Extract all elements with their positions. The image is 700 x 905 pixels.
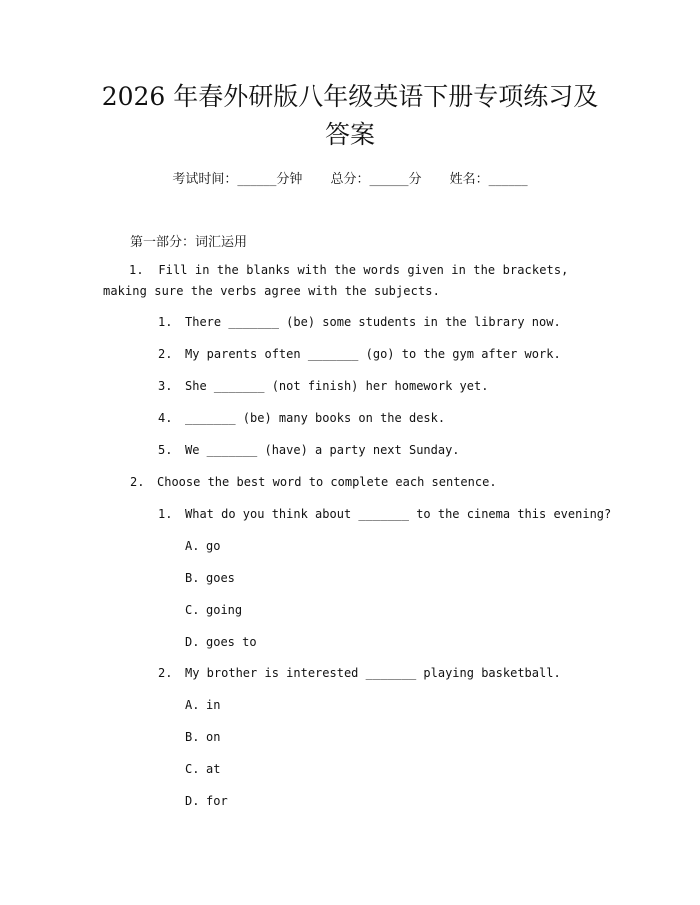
option-letter: B.: [185, 571, 200, 585]
exam-name: 姓名：______: [449, 172, 528, 187]
q1-item-text: _______ (be) many books on the desk.: [185, 411, 446, 425]
q1-item-number: 2.: [158, 347, 173, 361]
q2-item-number: 2.: [158, 666, 173, 680]
option-text: goes to: [206, 635, 257, 649]
option-text: on: [206, 730, 221, 744]
option-text: in: [206, 698, 221, 712]
option-letter: C.: [185, 762, 200, 776]
q2-item-text: My brother is interested _______ playing basketball.: [185, 666, 561, 680]
option-text: going: [206, 603, 243, 617]
exam-score: 总分：______分: [330, 172, 422, 187]
q2-item-text: What do you think about _______ to the cinema this evening?: [185, 507, 612, 521]
q2-item-number: 1.: [158, 507, 173, 521]
q1-item-text: We _______ (have) a party next Sunday.: [185, 443, 460, 457]
question-1-number: 1.: [129, 263, 144, 277]
q1-item-text: My parents often _______ (go) to the gym after work.: [185, 347, 561, 361]
option-letter: A.: [185, 539, 200, 553]
option-text: go: [206, 539, 221, 553]
option-letter: D.: [185, 635, 200, 649]
option-text: goes: [206, 571, 235, 585]
q1-item-text: There _______ (be) some students in the library now.: [185, 315, 561, 329]
option-letter: B.: [185, 730, 200, 744]
option-letter: A.: [185, 698, 200, 712]
question-2-number: 2.: [130, 475, 145, 489]
document-title: 2026 年春外研版八年级英语下册专项练习及答案: [101, 82, 599, 149]
q1-item-number: 3.: [158, 379, 173, 393]
question-1: [103, 260, 593, 302]
section-title: 第一部分：词汇运用: [130, 235, 248, 250]
q1-item-number: 1.: [158, 315, 173, 329]
option-text: at: [206, 762, 221, 776]
option-text: for: [206, 794, 228, 808]
question-1-text: Fill in the blanks with the words given in the brackets, making sure the verbs agree with the subjects.: [103, 263, 569, 298]
exam-time: 考试时间：______分钟: [172, 172, 303, 187]
q1-item-number: 4.: [158, 411, 173, 425]
q1-item-text: She _______ (not finish) her homework yet.: [185, 379, 489, 393]
question-2-text: Choose the best word to complete each sentence.: [157, 475, 497, 489]
exam-info: [0, 168, 700, 187]
option-letter: D.: [185, 794, 200, 808]
q1-item-number: 5.: [158, 443, 173, 457]
option-letter: C.: [185, 603, 200, 617]
